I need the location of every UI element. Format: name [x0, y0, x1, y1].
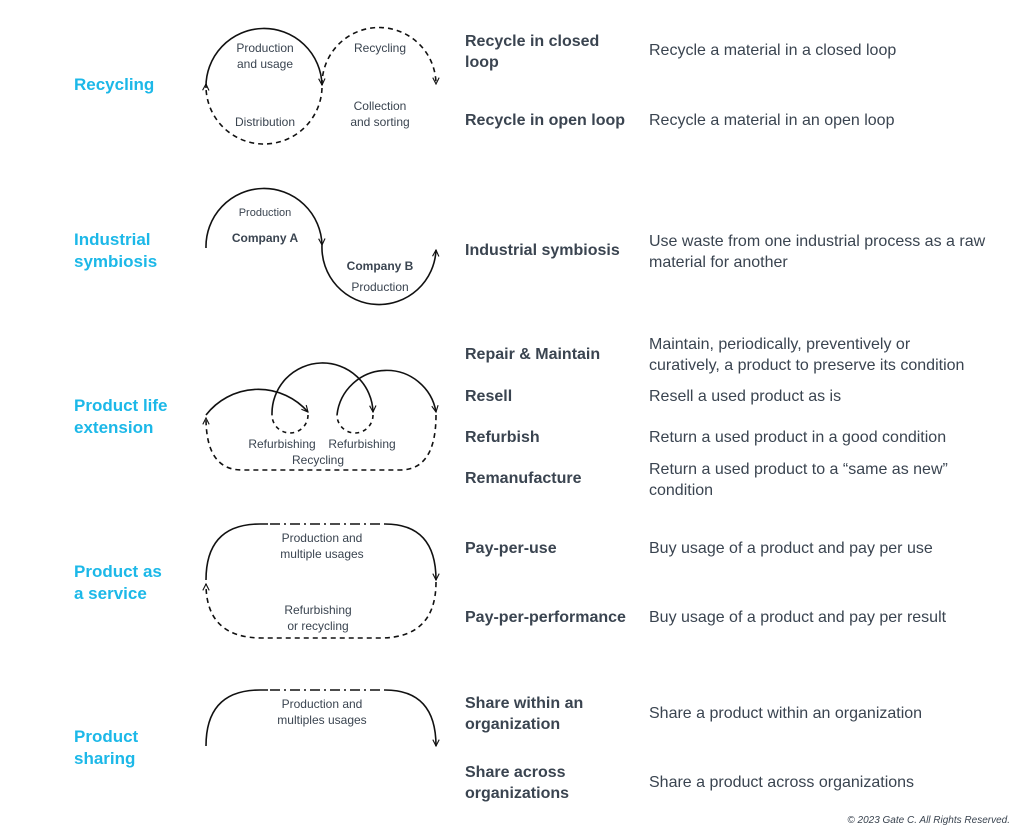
desc-pay-per-use: Buy usage of a product and pay per use: [649, 540, 933, 557]
term-pay-per-use: Pay-per-use: [465, 540, 557, 557]
life-arc-2: [272, 363, 373, 415]
sharing-left: [206, 690, 268, 746]
term-resell: Resell: [465, 388, 513, 405]
category-industrial-symbiosis: Industrial symbiosis: [74, 230, 158, 271]
desc-industrial-symbiosis: Use waste from one industrial process as a raw material for another: [649, 233, 986, 271]
category-product-life-extension: Product life extension: [74, 396, 168, 437]
sharing-top-label: Production and multiples usages: [277, 697, 367, 727]
recycling-recycling-label: Recycling: [353, 41, 407, 55]
desc-recycle-open-loop: Recycle a material in an open loop: [649, 112, 895, 129]
life-recycling-label: Recycling: [291, 453, 345, 467]
desc-refurbish: Return a used product in a good condition: [649, 429, 947, 446]
symbiosis-company-a-label: Company A: [231, 231, 299, 245]
life-dashed-small-1: [272, 415, 308, 433]
company-b-arc: [322, 245, 436, 305]
term-share-across-organizations: Share across organizations: [465, 764, 570, 802]
category-product-as-a-service: Product as a service: [74, 562, 162, 603]
open-loop-circle: [322, 27, 436, 85]
desc-resell: Resell a used product as is: [649, 388, 842, 405]
service-top-right: [385, 524, 436, 580]
symbiosis-company-b-label: Company B: [346, 259, 414, 273]
desc-remanufacture: Return a used product to a “same as new” condition: [649, 461, 948, 499]
life-arc-3: [337, 370, 436, 415]
desc-share-within-organization: Share a product within an organization: [649, 705, 923, 722]
recycling-distribution-label: Distribution: [234, 115, 296, 129]
life-dashed-small-2: [337, 415, 373, 433]
term-industrial-symbiosis: Industrial symbiosis: [465, 242, 620, 259]
desc-pay-per-performance: Buy usage of a product and pay per result: [649, 609, 947, 626]
category-recycling: Recycling: [74, 75, 155, 94]
category-product-sharing: Product sharing: [74, 727, 139, 768]
term-recycle-open-loop: Recycle in open loop: [465, 112, 626, 129]
term-refurbish: Refurbish: [465, 429, 540, 446]
term-share-within-organization: Share within an organization: [465, 695, 584, 733]
recycling-collection-label: Collection and sorting: [350, 99, 410, 129]
service-top-label: Production and multiple usages: [280, 531, 364, 561]
term-remanufacture: Remanufacture: [465, 470, 582, 487]
desc-repair-maintain: Maintain, periodically, preventively or curatively, a product to preserve its condition: [649, 336, 965, 374]
service-bottom-label: Refurbishing or recycling: [284, 603, 352, 633]
service-top-left: [206, 524, 268, 580]
desc-recycle-closed-loop: Recycle a material in a closed loop: [649, 42, 897, 59]
term-repair-maintain: Repair & Maintain: [465, 346, 601, 363]
life-arc-1: [206, 389, 308, 415]
recycling-production-label: Production and usage: [236, 41, 294, 71]
term-pay-per-performance: Pay-per-performance: [465, 609, 626, 626]
symbiosis-production-b-label: Production: [351, 280, 409, 294]
life-refurbishing-label-2: Refurbishing: [328, 437, 396, 451]
copyright-notice: © 2023 Gate C. All Rights Reserved.: [847, 815, 1010, 826]
desc-share-across-organizations: Share a product across organizations: [649, 774, 915, 791]
sharing-right: [385, 690, 436, 746]
life-refurbishing-label-1: Refurbishing: [248, 437, 316, 451]
symbiosis-production-a-label: Production: [238, 207, 292, 219]
term-recycle-closed-loop: Recycle in closed loop: [465, 33, 600, 71]
